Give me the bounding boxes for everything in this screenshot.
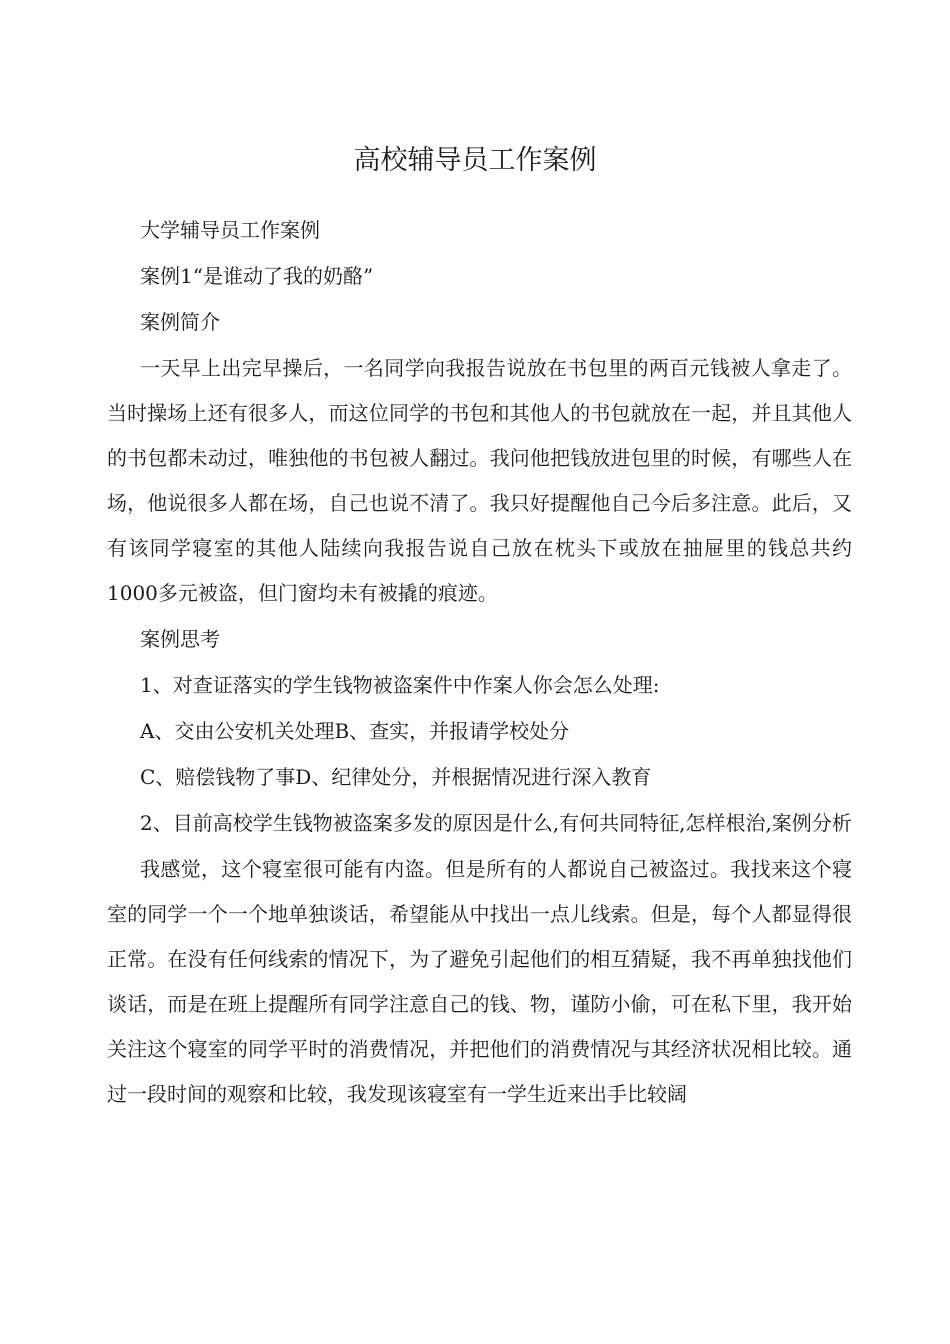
paragraph-question-2: 2、目前高校学生钱物被盗案多发的原因是什么,有何共同特征,怎样根治,案例分析: [140, 811, 852, 835]
document-body: [107, 208, 852, 1118]
paragraph-analysis: 我感觉，这个寝室很可能有内盗。但是所有的人都说自己被盗过。我找来这个寝室的同学一个一个地单独谈话，希望能从中找出一点儿线索。但是，每个人都显得很正常。在没有任何线索的情况下，为了避免引起他们的相互猜疑，我不再单独找他们谈话，而是在班上提醒所有同学注意自己的钱、物，谨防小偷，可在私下里，我开始关注这个寝室的同学平时的消费情况，并把他们的消费情况与其经济状况相比较。通过一段时间的观察和比较，我发现该寝室有一学生近来出手比较阔: [107, 857, 852, 1106]
paragraph-section-thinking-heading: 案例思考: [140, 627, 220, 651]
paragraph-options-cd: C、赔偿钱物了事D、纪律处分，并根据情况进行深入教育: [140, 765, 652, 789]
paragraph-section-intro-heading: 案例简介: [140, 310, 220, 334]
paragraph-case-intro: 一天早上出完早操后，一名同学向我报告说放在书包里的两百元钱被人拿走了。当时操场上还有很多人，而这位同学的书包和其他人的书包就放在一起，并且其他人的书包都未动过，唯独他的书包被人翻过。我问他把钱放进包里的时候，有哪些人在场，他说很多人都在场，自己也说不清了。我只好提醒他自己今后多注意。此后，又有该同学寝室的其他人陆续向我报告说自己放在枕头下或放在抽屉里的钱总共约1000多元被盗，但门窗均未有被撬的痕迹。: [107, 356, 852, 605]
paragraph-question-1: 1、对查证落实的学生钱物被盗案件中作案人你会怎么处理:: [140, 673, 660, 697]
paragraph-case-heading: 案例1“是谁动了我的奶酪”: [140, 264, 374, 288]
paragraph-options-ab: A、交由公安机关处理B、查实，并报请学校处分: [140, 719, 570, 743]
paragraph-subtitle: 大学辅导员工作案例: [140, 218, 320, 242]
document-title: 高校辅导员工作案例: [353, 145, 597, 176]
